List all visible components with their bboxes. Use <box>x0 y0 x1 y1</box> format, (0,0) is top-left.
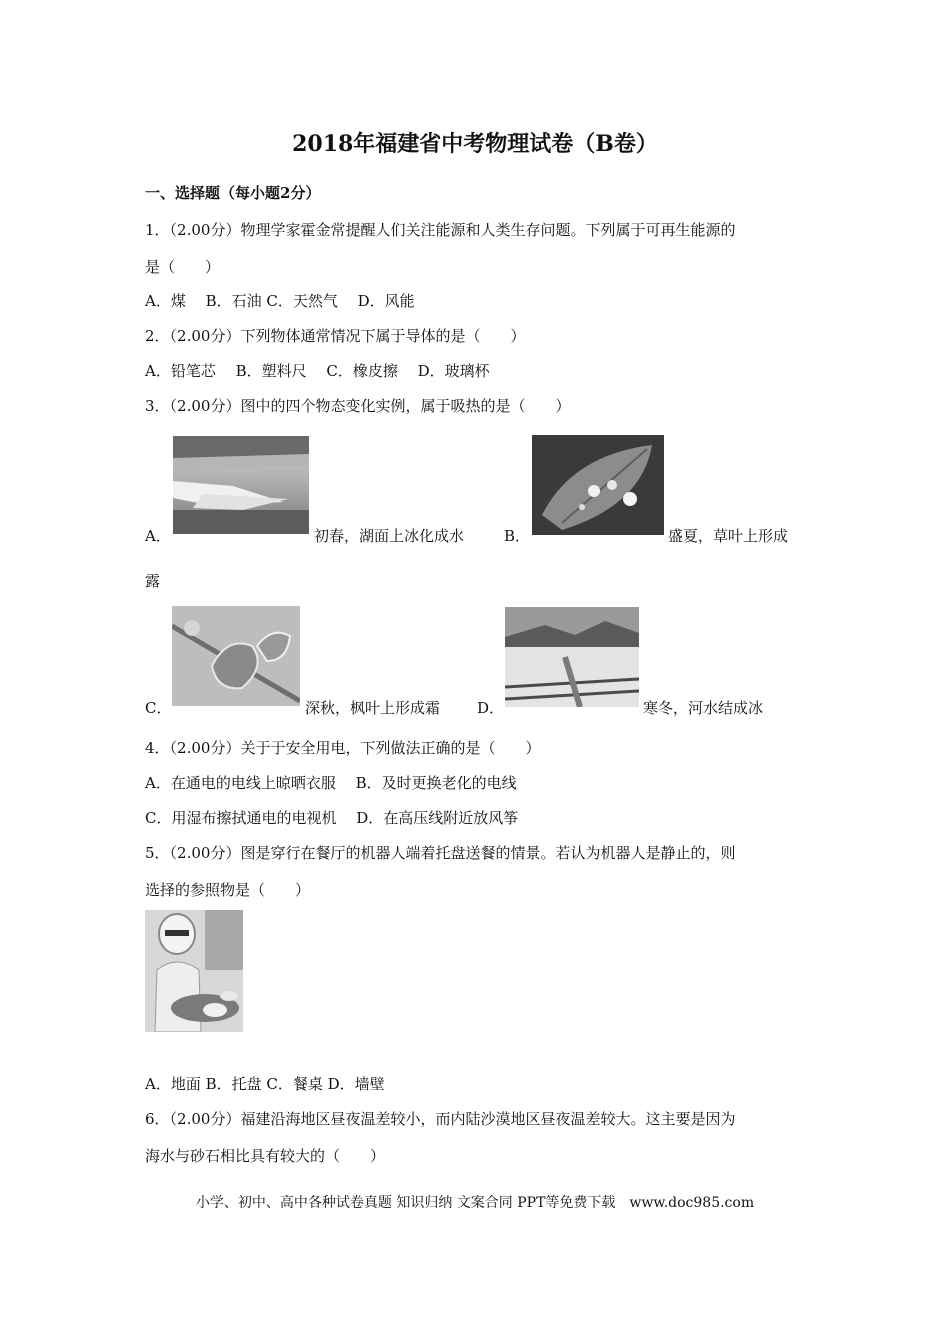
question-6-stem-cont: 海水与砂石相比具有较大的（ ） <box>145 1147 386 1165</box>
question-3-stem: 3．（2.00分）图中的四个物态变化实例，属于吸热的是（ ） <box>145 397 571 415</box>
option-c-letter: C． <box>145 699 172 717</box>
option-d-text: 寒冬，河水结成冰 <box>643 699 764 717</box>
option-b-text: 盛夏，草叶上形成 <box>668 527 789 545</box>
option-a-letter: A． <box>145 527 171 545</box>
question-2-stem: 2．（2.00分）下列物体通常情况下属于导体的是（ ） <box>145 327 526 345</box>
dew-leaf-photo <box>532 435 664 535</box>
question-1-stem: 1．（2.00分）物理学家霍金常提醒人们关注能源和人类生存问题。下列属于可再生能源的 <box>145 221 736 239</box>
option-b-letter: B． <box>504 527 531 545</box>
question-2-options: A．铅笔芯 B．塑料尺 C．橡皮擦 D．玻璃杯 <box>145 362 490 380</box>
question-5-stem: 5．（2.00分）图是穿行在餐厅的机器人端着托盘送餐的情景。若认为机器人是静止的，则 <box>145 844 736 862</box>
question-6-stem: 6．（2.00分）福建沿海地区昼夜温差较小，而内陆沙漠地区昼夜温差较大。这主要是因为 <box>145 1110 736 1128</box>
ice-melting-photo <box>173 436 309 534</box>
question-1-stem-cont: 是（ ） <box>145 258 221 276</box>
question-4-stem: 4．（2.00分）关于于安全用电，下列做法正确的是（ ） <box>145 739 541 757</box>
page-footer: 小学、初中、高中各种试卷真题 知识归纳 文案合同 PPT等免费下载 www.doc985.com <box>195 1195 755 1211</box>
option-a-text: 初春，湖面上冰化成水 <box>314 527 465 545</box>
page-title: 2018年福建省中考物理试卷（B卷） <box>292 131 658 157</box>
option-c-text: 深秋，枫叶上形成霜 <box>305 699 441 717</box>
option-b-text-cont: 露 <box>145 572 161 590</box>
section-heading: 一、选择题（每小题2分） <box>145 184 321 202</box>
option-d-letter: D． <box>477 699 505 717</box>
question-5-options: A．地面 B．托盘 C．餐桌 D．墙壁 <box>145 1075 385 1093</box>
frozen-river-photo <box>505 607 639 707</box>
robot-waiter-photo <box>145 910 243 1032</box>
question-4-options-row2: C．用湿布擦拭通电的电视机 D．在高压线附近放风筝 <box>145 809 519 827</box>
question-1-options: A．煤 B．石油 C．天然气 D．风能 <box>145 292 415 310</box>
question-5-stem-cont: 选择的参照物是（ ） <box>145 881 311 899</box>
frost-leaf-photo <box>172 606 300 706</box>
question-4-options-row1: A．在通电的电线上晾晒衣服 B．及时更换老化的电线 <box>145 774 517 792</box>
